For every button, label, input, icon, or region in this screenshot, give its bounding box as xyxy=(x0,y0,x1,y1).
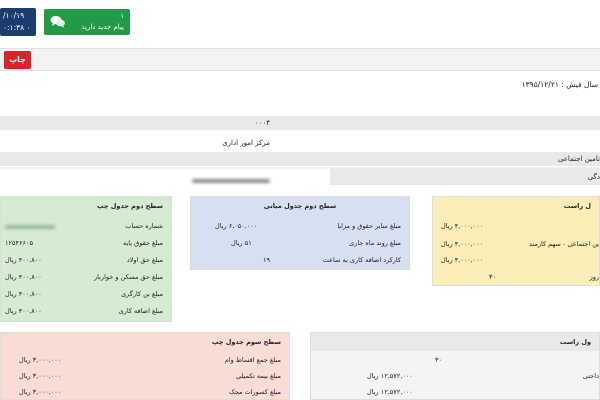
action-bar xyxy=(0,48,600,71)
chat-bubbles-icon xyxy=(50,14,66,30)
blurred-value xyxy=(190,174,270,188)
info-row-insurance-bg xyxy=(0,152,600,166)
value-payable: ۱۲,۵۷۲,۰۰۰ ریال xyxy=(367,372,413,380)
info-row-code-bg xyxy=(0,116,600,130)
label-other-benefits: مبلغ سایر حقوق و مزایا xyxy=(337,222,401,230)
panel-right-bottom xyxy=(310,332,600,400)
top-header xyxy=(0,0,600,44)
value-overtime-hours: ۱۹ xyxy=(263,256,270,264)
value-right-top-1: ۴,۰۰۰,۰۰۰ ریال xyxy=(441,222,484,230)
label-mahak-deduction: مبلغ کسورات محک xyxy=(229,388,281,396)
label-housing-allowance: مبلغ حق مسکن و خواربار xyxy=(94,273,163,281)
label-monthly-rounding: مبلغ روند ماه جاری xyxy=(349,239,401,247)
unit-name: مرکز امور اداری xyxy=(222,139,270,147)
fish-title: سال فیش : ۱۳۹۵/۱۲/۲۱ xyxy=(521,80,598,89)
account-number-blurred xyxy=(5,219,55,234)
value-mahak-deduction: ۳,۰۰۰,۰۰۰ ریال xyxy=(19,388,62,396)
label-child-allowance: مبلغ حق اولاد xyxy=(126,256,163,264)
message-text: پیام جدید دارید xyxy=(81,23,124,31)
date-text: /۱۰/۱۹ xyxy=(3,11,25,20)
value-right-top-3: ۴,۰۰۰,۰۰۰ ریال xyxy=(441,256,484,264)
panel-left-top xyxy=(0,196,172,322)
label-worker-bonus: مبلغ بن کارگری xyxy=(121,290,163,298)
panel-middle-title: سطح دوم جدول میانی xyxy=(263,202,337,210)
value-right-bottom-3: ۱۲,۵۷۲,۰۰۰ ریال xyxy=(367,388,413,396)
print-button[interactable]: چاپ xyxy=(4,51,31,69)
panel-left-top-title: سطح دوم جدول چپ xyxy=(96,202,163,210)
panel-left-bottom xyxy=(0,332,290,400)
panel-left-bottom-title: سطح سوم جدول چپ xyxy=(211,338,281,346)
info-row-fragment-bg xyxy=(330,168,600,185)
value-supplementary-insurance: ۳,۰۰۰,۰۰۰ ریال xyxy=(19,372,62,380)
value-loan-installments: ۳,۰۰۰,۰۰۰ ریال xyxy=(19,356,62,364)
new-messages-button[interactable] xyxy=(44,9,130,35)
insurance-label: تامین اجتماعی xyxy=(557,155,600,163)
panel-middle xyxy=(190,196,410,270)
message-count: ۱ xyxy=(120,12,124,20)
label-account-number: شماره حساب xyxy=(125,222,163,230)
value-social-insurance-employee: ۴,۰۰۰,۰۰۰ ریال xyxy=(441,240,484,248)
label-supplementary-insurance: مبلغ بیمه تکمیلی xyxy=(236,372,281,380)
value-base-salary: ۱۲۵۴۶۶۰۵ xyxy=(5,239,33,247)
panel-right-bottom-title: ول راست xyxy=(311,333,599,351)
value-monthly-rounding: ۵۱ ریال xyxy=(231,239,252,247)
label-days: روز xyxy=(589,273,599,281)
value-worker-bonus: ۴۰۰,۸۰۰ ریال xyxy=(5,290,42,298)
value-overtime: ۴۰۰,۸۰۰ ریال xyxy=(5,307,42,315)
label-overtime-hours: کارکرد اضافه کاری به ساعت xyxy=(322,256,401,264)
label-loan-installments: مبلغ جمع اقساط وام xyxy=(224,356,281,364)
label-overtime: مبلغ اضافه کاری xyxy=(118,307,163,315)
panel-right-top xyxy=(432,196,600,286)
label-base-salary: مبلغ حقوق پایه xyxy=(123,239,163,247)
label-payable: داختی xyxy=(582,372,599,380)
value-right-bottom-1: ۳۰ xyxy=(435,356,442,364)
time-text: ۰:۱:۳۸ ۰ xyxy=(3,23,31,32)
value-other-benefits: ۶,۰۵۰,۰۰۰ ریال xyxy=(215,222,258,230)
date-time-box xyxy=(0,8,36,36)
panel-right-top-title: ل راست xyxy=(563,202,591,210)
fragment-label: دگی xyxy=(587,173,600,181)
value-housing-allowance: ۴۰۰,۸۰۰ ریال xyxy=(5,273,42,281)
label-social-insurance-employee: ین اجتماعی - سهم کارمند xyxy=(528,240,599,248)
value-days: ۳۰ xyxy=(489,273,496,281)
employee-code: ۰۰۰۴ xyxy=(254,119,270,127)
value-child-allowance: ۴۰۰,۸۰۰ ریال xyxy=(5,256,42,264)
